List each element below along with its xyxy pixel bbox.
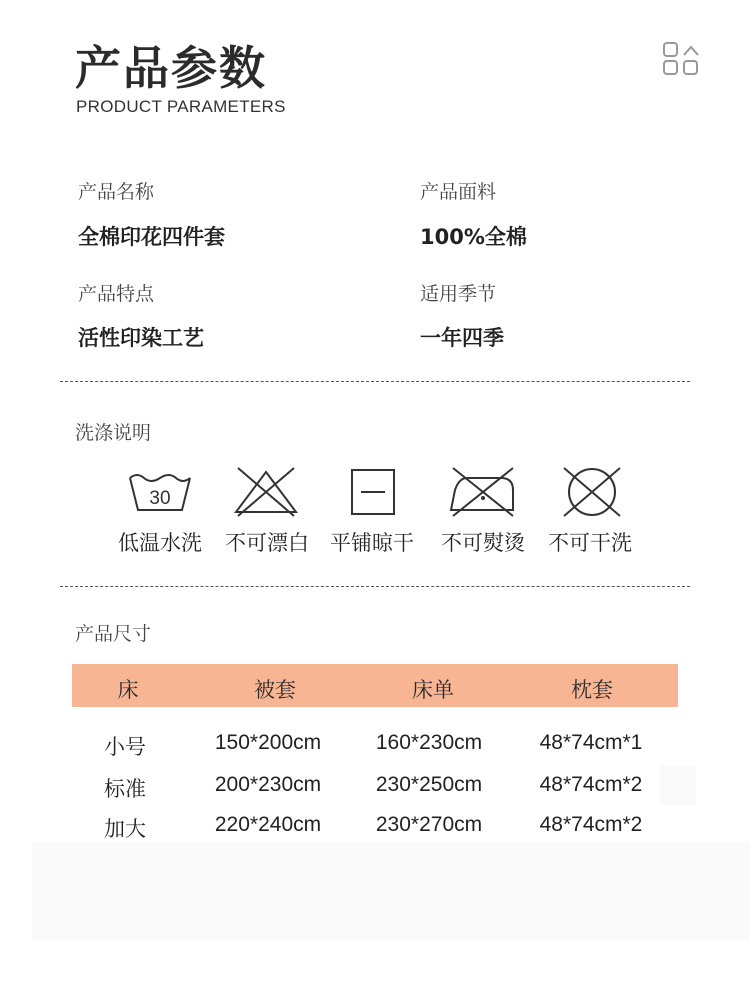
grid-menu-icon[interactable]	[662, 40, 700, 76]
param-value-feature: 活性印染工艺	[78, 326, 204, 350]
size-cell: 220*240cm	[214, 813, 322, 836]
size-cell: 48*74cm*2	[539, 813, 643, 836]
page-title: 产品参数	[75, 41, 267, 95]
wash-label-no-bleach: 不可漂白	[225, 531, 309, 555]
size-cell: 150*200cm	[214, 731, 322, 754]
size-cell: 230*250cm	[375, 773, 483, 796]
wash-30-icon	[124, 466, 196, 518]
divider	[60, 381, 690, 382]
size-cell: 48*74cm*1	[539, 731, 643, 754]
size-section-title: 产品尺寸	[75, 623, 152, 645]
wash-section-title: 洗涤说明	[75, 422, 152, 444]
dry-flat-icon	[337, 466, 409, 518]
param-label-feature: 产品特点	[78, 283, 155, 305]
size-cell: 48*74cm*2	[539, 773, 643, 796]
size-row-name: 小号	[104, 735, 146, 759]
size-column-header: 床	[117, 678, 139, 702]
param-value-season: 一年四季	[420, 326, 504, 350]
wash-label-no-dry-clean: 不可干洗	[548, 531, 632, 555]
param-value-fabric: 100%全棉	[420, 225, 527, 249]
size-cell: 200*230cm	[214, 773, 322, 796]
size-cell: 160*230cm	[375, 731, 483, 754]
size-row-name: 加大	[104, 817, 146, 841]
param-label-fabric: 产品面料	[420, 181, 497, 203]
no-bleach-icon	[230, 466, 302, 518]
page-subtitle: PRODUCT PARAMETERS	[76, 97, 286, 116]
bottom-panel	[32, 842, 750, 940]
size-column-header: 床单	[412, 678, 454, 702]
param-label-name: 产品名称	[78, 181, 155, 203]
param-value-name: 全棉印花四件套	[78, 225, 225, 249]
no-iron-icon	[447, 466, 519, 518]
size-row-name: 标准	[104, 777, 146, 801]
size-column-header: 枕套	[571, 678, 613, 702]
param-label-season: 适用季节	[420, 283, 497, 305]
wash-label-no-iron: 不可熨烫	[441, 531, 525, 555]
wash-temp-badge: 30	[149, 488, 171, 509]
wash-label-dry-flat: 平铺晾干	[330, 531, 414, 555]
wash-label-low-temp: 低温水洗	[118, 531, 202, 555]
size-column-header: 被套	[254, 678, 296, 702]
divider	[60, 586, 690, 587]
size-cell: 230*270cm	[375, 813, 483, 836]
no-dry-clean-icon	[556, 466, 628, 518]
